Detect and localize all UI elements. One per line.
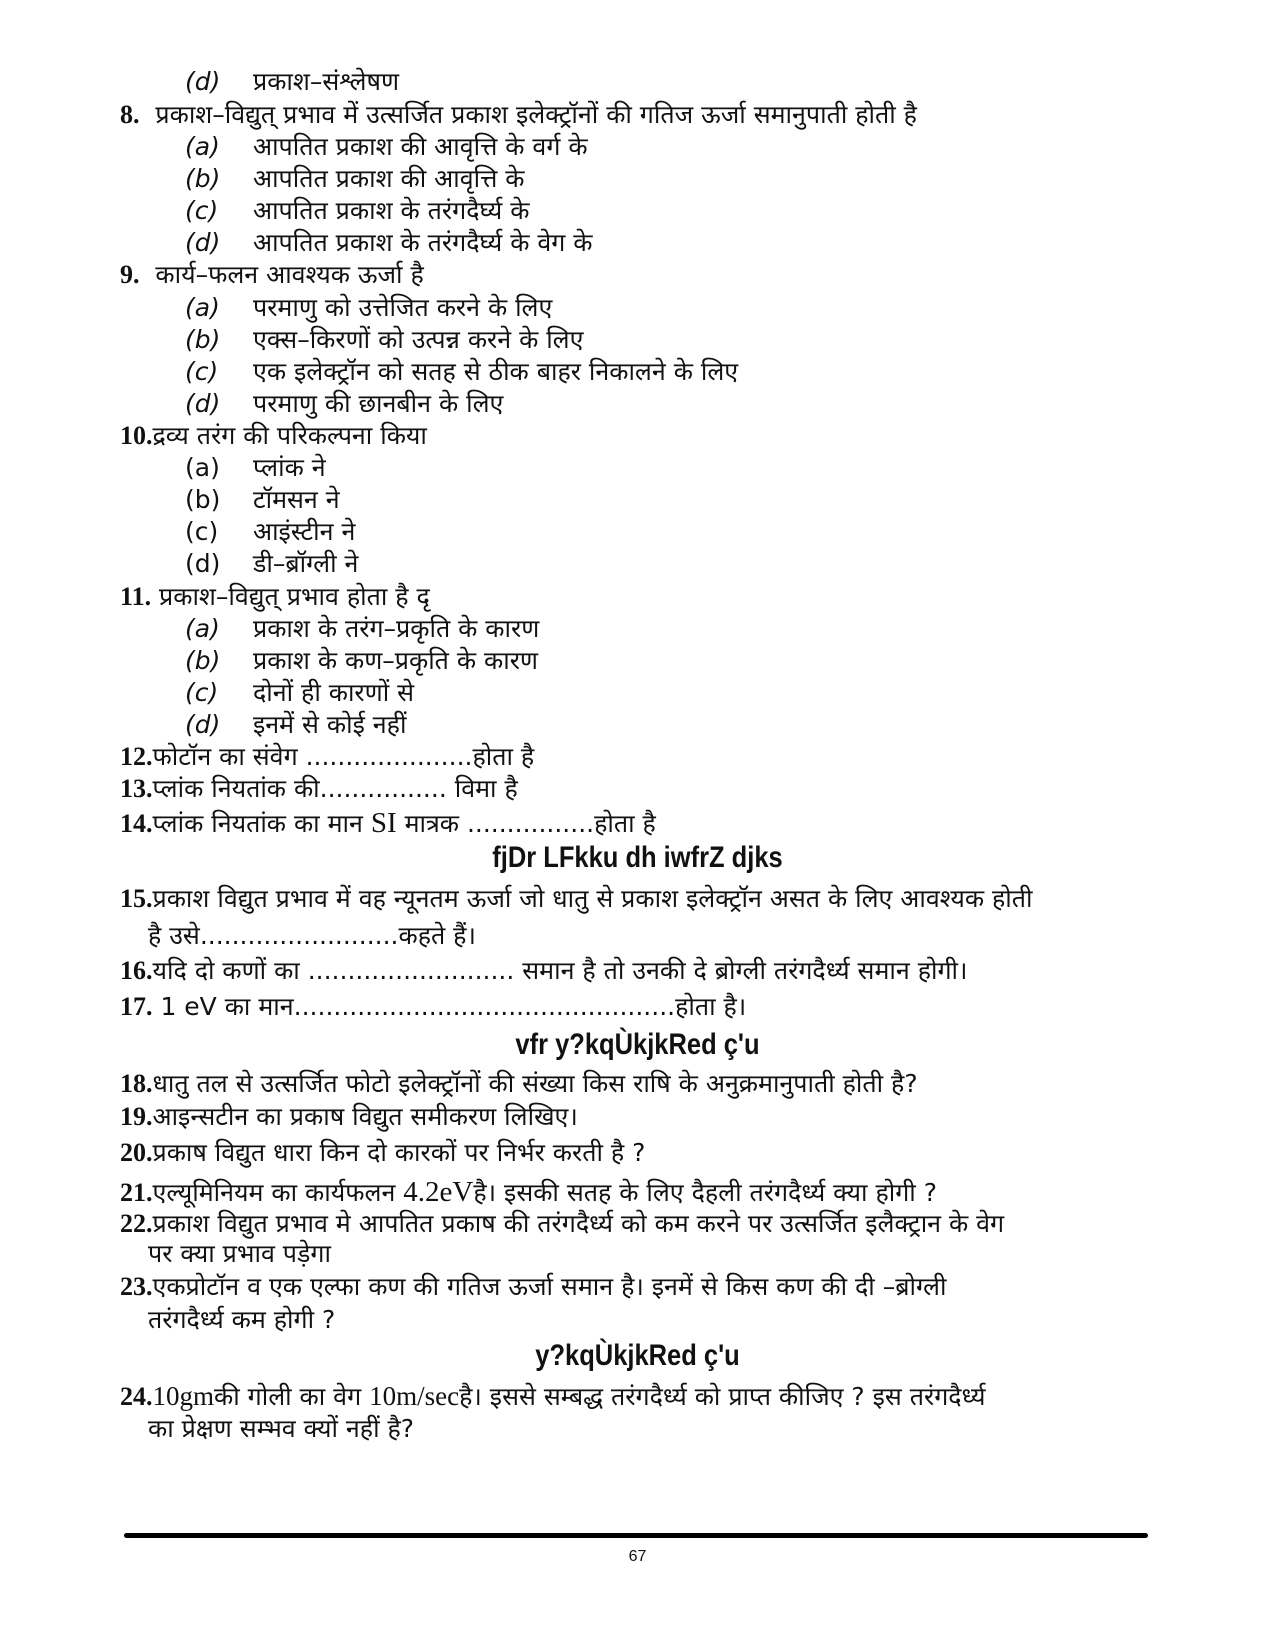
question-22: [120, 1208, 1004, 1240]
question-13: [120, 773, 518, 805]
page-number: 67: [628, 1548, 647, 1565]
question-text: एकप्रोटॉन व एक एल्फा कण की गतिज ऊर्जा समान है। इनमें से किस कण की दी –ब्रोग्ली: [152, 1272, 947, 1301]
question-text: प्रकाश विद्युत प्रभाव में वह न्यूनतम ऊर्जा जो धातु से प्रकाश इलेक्ट्रॉन असत के लिए आवश्यक होती: [152, 884, 1033, 913]
question-number: 17.: [120, 992, 153, 1021]
question-text: प्लांक नियतांक का मान: [152, 809, 371, 838]
question-text: प्रकाश विद्युत प्रभाव मे आपतित प्रकाष की तरंगदैर्ध्य को कम करने पर उत्सर्जित इलैक्ट्रान के वेग: [152, 1209, 1005, 1238]
question-number: 15.: [120, 884, 153, 913]
option-label: (a): [185, 614, 220, 643]
question-10: [120, 420, 427, 452]
option-label: (d): [185, 67, 221, 96]
option-label: (b): [185, 646, 221, 675]
q8-option-a: [185, 131, 588, 163]
option-text: टॉमसन ने: [253, 485, 340, 514]
option-text: एक्स–किरणों को उत्पन्न करने के लिए: [253, 325, 584, 354]
question-text: आइन्सटीन का प्रकाष विद्युत समीकरण लिखिए।: [152, 1102, 578, 1131]
question-text-cont: है। इससे सम्बद्ध तरंगदैर्ध्य को प्राप्त कीजिए ? इस तरंगदैर्ध्य: [459, 1382, 986, 1411]
q8-option-b: [185, 163, 525, 195]
question-11: [120, 581, 430, 613]
question-18: [120, 1068, 918, 1100]
option-label: (a): [185, 132, 220, 161]
q10-option-c: [185, 516, 355, 548]
question-text: 1 eV का मान................................................होता है।: [152, 992, 747, 1021]
option-text: इनमें से कोई नहीं: [253, 710, 407, 739]
question-number: 18.: [120, 1069, 153, 1098]
option-label: (d): [185, 228, 221, 257]
q9-option-c: [185, 356, 738, 388]
question-text: प्रकाश–विद्युत् प्रभाव होता है दृ: [159, 582, 430, 611]
question-24-line-2: का प्रेक्षण सम्भव क्यों नहीं है?: [148, 1414, 415, 1443]
question-21: [120, 1176, 937, 1209]
q11-option-b: [185, 645, 538, 677]
question-number: 20.: [120, 1138, 153, 1167]
question-9: [120, 259, 424, 291]
option-label: (c): [185, 196, 219, 225]
question-number: 9.: [120, 260, 140, 289]
question-number: 11.: [120, 582, 152, 611]
q10-option-a: [185, 452, 326, 484]
option-text: दोनों ही कारणों से: [253, 678, 415, 707]
q11-option-d: [185, 709, 406, 741]
footer-rule: [124, 1533, 1148, 1538]
q7-option-d: [185, 66, 399, 98]
question-number: 22.: [120, 1209, 153, 1238]
question-number: 14.: [120, 809, 153, 838]
option-label: (c): [185, 517, 219, 546]
question-15: [120, 883, 1033, 915]
question-text: की गोली का वेग: [214, 1382, 370, 1411]
option-label: (d): [185, 710, 221, 739]
question-number: 8.: [120, 100, 140, 129]
option-text: प्लांक ने: [253, 453, 326, 482]
question-text: कार्य–फलन आवश्यक ऊर्जा है: [155, 260, 424, 289]
question-number: 23.: [120, 1272, 153, 1301]
question-number: 19.: [120, 1102, 153, 1131]
question-number: 21.: [120, 1178, 153, 1207]
option-text: आपतित प्रकाश की आवृत्ति के: [253, 164, 525, 193]
question-number: 12.: [120, 742, 153, 771]
question-text-cont: मात्रक ................होता है: [396, 809, 656, 838]
q11-option-a: [185, 613, 539, 645]
question-22-line-2: पर क्या प्रभाव पड़ेगा: [148, 1239, 331, 1268]
question-8: [120, 99, 917, 131]
q10-option-b: [185, 484, 340, 516]
option-label: (d): [185, 549, 221, 578]
question-text-cont: है। इसकी सतह के लिए दैहली तरंगदैर्ध्य क्या होगी ?: [473, 1178, 937, 1207]
option-text: आपतित प्रकाश के तरंगदैर्घ्य के: [253, 196, 530, 225]
section-heading-fill-blanks: fjDr LFkku dh iwfrZ djks: [492, 841, 783, 874]
option-text: परमाणु की छानबीन के लिए: [253, 389, 504, 418]
question-24: [120, 1380, 985, 1413]
question-text: प्रकाष विद्युत धारा किन दो कारकों पर निर्भर करती है ?: [152, 1138, 646, 1167]
option-label: (d): [185, 389, 221, 418]
option-text: आपतित प्रकाश की आवृत्ति के वर्ग के: [253, 132, 588, 161]
work-function-value: 4.2eV: [403, 1176, 474, 1208]
question-number: 13.: [120, 774, 153, 803]
q10-option-d: [185, 548, 358, 580]
question-19: [120, 1101, 578, 1133]
option-label: (b): [185, 325, 221, 354]
question-15-line-2: है उसे.........................कहते हैं।: [148, 921, 476, 950]
q8-option-d: [185, 227, 593, 259]
question-23-line-2: तरंगदैर्ध्य कम होगी ?: [148, 1305, 336, 1334]
question-text: प्लांक नियतांक की................ विमा है: [152, 774, 518, 803]
si-unit: SI: [370, 807, 397, 839]
question-20: [120, 1137, 645, 1169]
option-text: प्रकाश के कण–प्रकृति के कारण: [253, 646, 538, 675]
question-number: 10.: [120, 421, 153, 450]
option-text: आपतित प्रकाश के तरंगदैर्घ्य के वेग के: [253, 228, 593, 257]
option-label: (a): [185, 453, 220, 482]
question-17: [120, 991, 746, 1023]
section-heading-short-answer: y?kqÙkjkRed ç'u: [535, 1339, 740, 1372]
question-text: एल्यूमिनियम का कार्यफलन: [152, 1178, 404, 1207]
option-text: प्रकाश–संश्लेषण: [253, 67, 400, 96]
option-label: (b): [185, 164, 221, 193]
section-heading-very-short-answer: vfr y?kqÙkjkRed ç'u: [515, 1028, 760, 1061]
option-text: एक इलेक्ट्रॉन को सतह से ठीक बाहर निकालने के लिए: [253, 357, 739, 386]
question-16: [120, 955, 967, 987]
option-text: परमाणु को उत्तेजित करने के लिए: [253, 293, 553, 322]
speed-value: 10m/sec: [369, 1381, 460, 1411]
option-text: आइंस्टीन ने: [253, 517, 356, 546]
q8-option-c: [185, 195, 529, 227]
option-label: (c): [185, 678, 219, 707]
option-text: डी–ब्रॉग्ली ने: [253, 549, 359, 578]
question-12: [120, 741, 534, 773]
question-number: 24.: [120, 1382, 153, 1411]
option-label: (c): [185, 357, 219, 386]
question-text: द्रव्य तरंग की परिकल्पना किया: [152, 421, 427, 450]
question-14: [120, 807, 656, 840]
option-text: प्रकाश के तरंग–प्रकृति के कारण: [253, 614, 540, 643]
option-label: (b): [185, 485, 221, 514]
q9-option-a: [185, 292, 552, 324]
question-text: यदि दो कणों का .......................... समान है तो उनकी दे ब्रोग्ली तरंगदैर्ध्य समान होगी।: [152, 956, 968, 985]
option-label: (a): [185, 293, 220, 322]
question-23: [120, 1271, 946, 1303]
question-number: 16.: [120, 956, 153, 985]
question-text: प्रकाश–विद्युत् प्रभाव में उत्सर्जित प्रकाश इलेक्ट्रॉनों की गतिज ऊर्जा समानुपाती होती है: [155, 100, 917, 129]
mass-value: 10gm: [152, 1381, 215, 1411]
q11-option-c: [185, 677, 414, 709]
question-text: फोटॉन का संवेग .....................होता है: [152, 742, 535, 771]
q9-option-d: [185, 388, 503, 420]
q9-option-b: [185, 324, 583, 356]
question-text: धातु तल से उत्सर्जित फोटो इलेक्ट्रॉनों की संख्या किस राषि के अनुक्रमानुपाती होती है?: [152, 1069, 918, 1098]
